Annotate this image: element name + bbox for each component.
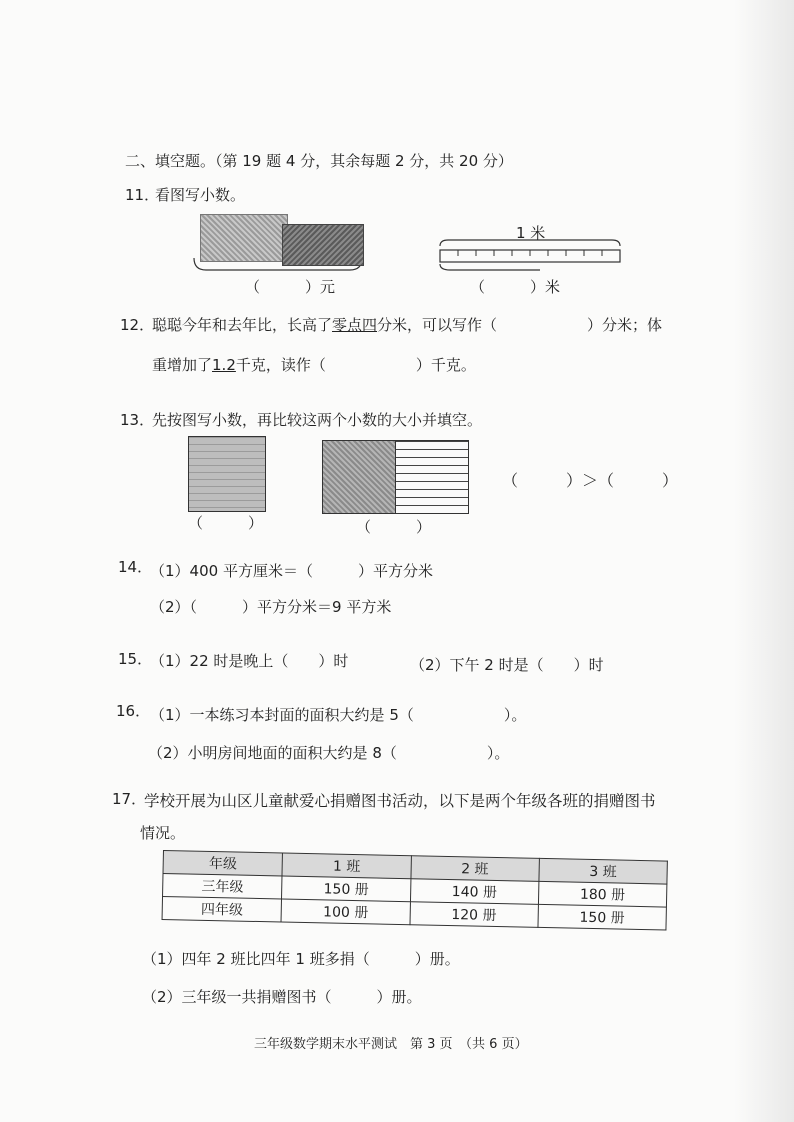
ruler-figure — [436, 238, 626, 272]
table-cell: 150 册 — [282, 876, 411, 902]
q17-sub2: （2）三年级一共捐赠图书（ ）册。 — [142, 988, 422, 1006]
q13-text: 先按图写小数，再比较这两个小数的大小并填空。 — [152, 411, 483, 429]
q12-line1-start: 聪聪今年和去年比，长高了 — [152, 316, 333, 334]
q12-underlined-word: 零点四 — [332, 316, 378, 334]
q12-line2-end: 千克，读作（ ）千克。 — [235, 356, 476, 374]
q15-part2: （2）下午 2 时是（ ）时 — [410, 656, 604, 674]
banknote-image — [200, 214, 288, 262]
q14-part2: （2）（ ）平方分米＝9 平方米 — [150, 598, 392, 616]
q16-part2: （2）小明房间地面的面积大约是 8（ ）。 — [148, 744, 510, 762]
table-header-cell: 3 班 — [539, 858, 668, 884]
decimal-grid-figure-b-partial — [395, 440, 469, 514]
q14-number: 14． — [118, 558, 153, 576]
ruler-label: 1 米 — [516, 224, 546, 242]
table-header-cell: 年级 — [163, 851, 283, 876]
table-cell: 三年级 — [163, 874, 283, 899]
q16-part1: （1）一本练习本封面的面积大约是 5（ ）。 — [150, 706, 527, 724]
q13-blank-b: （ ） — [356, 518, 432, 536]
section-title: 二、填空题。（第 19 题 4 分，其余每题 2 分，共 20 分） — [125, 152, 513, 170]
q17-line2: 情况。 — [140, 824, 186, 842]
q12-line1-end: 分米，可以写作（ ）分米；体 — [377, 316, 663, 334]
decimal-grid-figure-b-full — [322, 440, 396, 514]
table-cell: 120 册 — [410, 902, 539, 928]
q12-line2 — [152, 356, 476, 374]
q11-ruler-blank: （ ）米 — [470, 278, 561, 296]
q15-part1: （1）22 时是晚上（ ）时 — [150, 652, 349, 670]
table-header-cell: 1 班 — [282, 853, 411, 879]
q15-number: 15． — [118, 650, 153, 668]
donation-table — [162, 850, 668, 931]
q11-number: 11． — [125, 186, 160, 204]
scan-edge-shadow — [734, 0, 794, 1122]
q11-money-blank: （ ）元 — [245, 278, 336, 296]
table-cell: 180 册 — [538, 881, 667, 907]
table-cell: 100 册 — [281, 899, 410, 925]
q17-sub1: （1）四年 2 班比四年 1 班多捐（ ）册。 — [142, 950, 460, 968]
table-header-cell: 2 班 — [411, 856, 540, 882]
q13-compare: （ ）＞（ ） — [502, 471, 679, 490]
q13-number: 13． — [120, 411, 155, 429]
q12-underlined-number: 1.2 — [212, 356, 236, 374]
banknote-image — [282, 224, 364, 266]
q12-line1 — [152, 316, 662, 334]
page-footer: 三年级数学期末水平测试 第 3 页 （共 6 页） — [254, 1037, 528, 1052]
q17-number: 17． — [112, 790, 147, 808]
table-cell: 四年级 — [162, 897, 282, 922]
q11-text: 看图写小数。 — [155, 186, 246, 204]
q12-line2-start: 重增加了 — [152, 356, 213, 374]
table-cell: 150 册 — [538, 904, 667, 930]
q17-line1: 学校开展为山区儿童献爱心捐赠图书活动，以下是两个年级各班的捐赠图书 — [144, 792, 656, 810]
q16-number: 16． — [116, 702, 151, 720]
decimal-grid-figure-a — [188, 436, 266, 512]
q12-number: 12． — [120, 316, 155, 334]
table-cell: 140 册 — [410, 879, 539, 905]
q14-part1: （1）400 平方厘米＝（ ）平方分米 — [150, 562, 433, 580]
q13-blank-a: （ ） — [188, 514, 264, 532]
